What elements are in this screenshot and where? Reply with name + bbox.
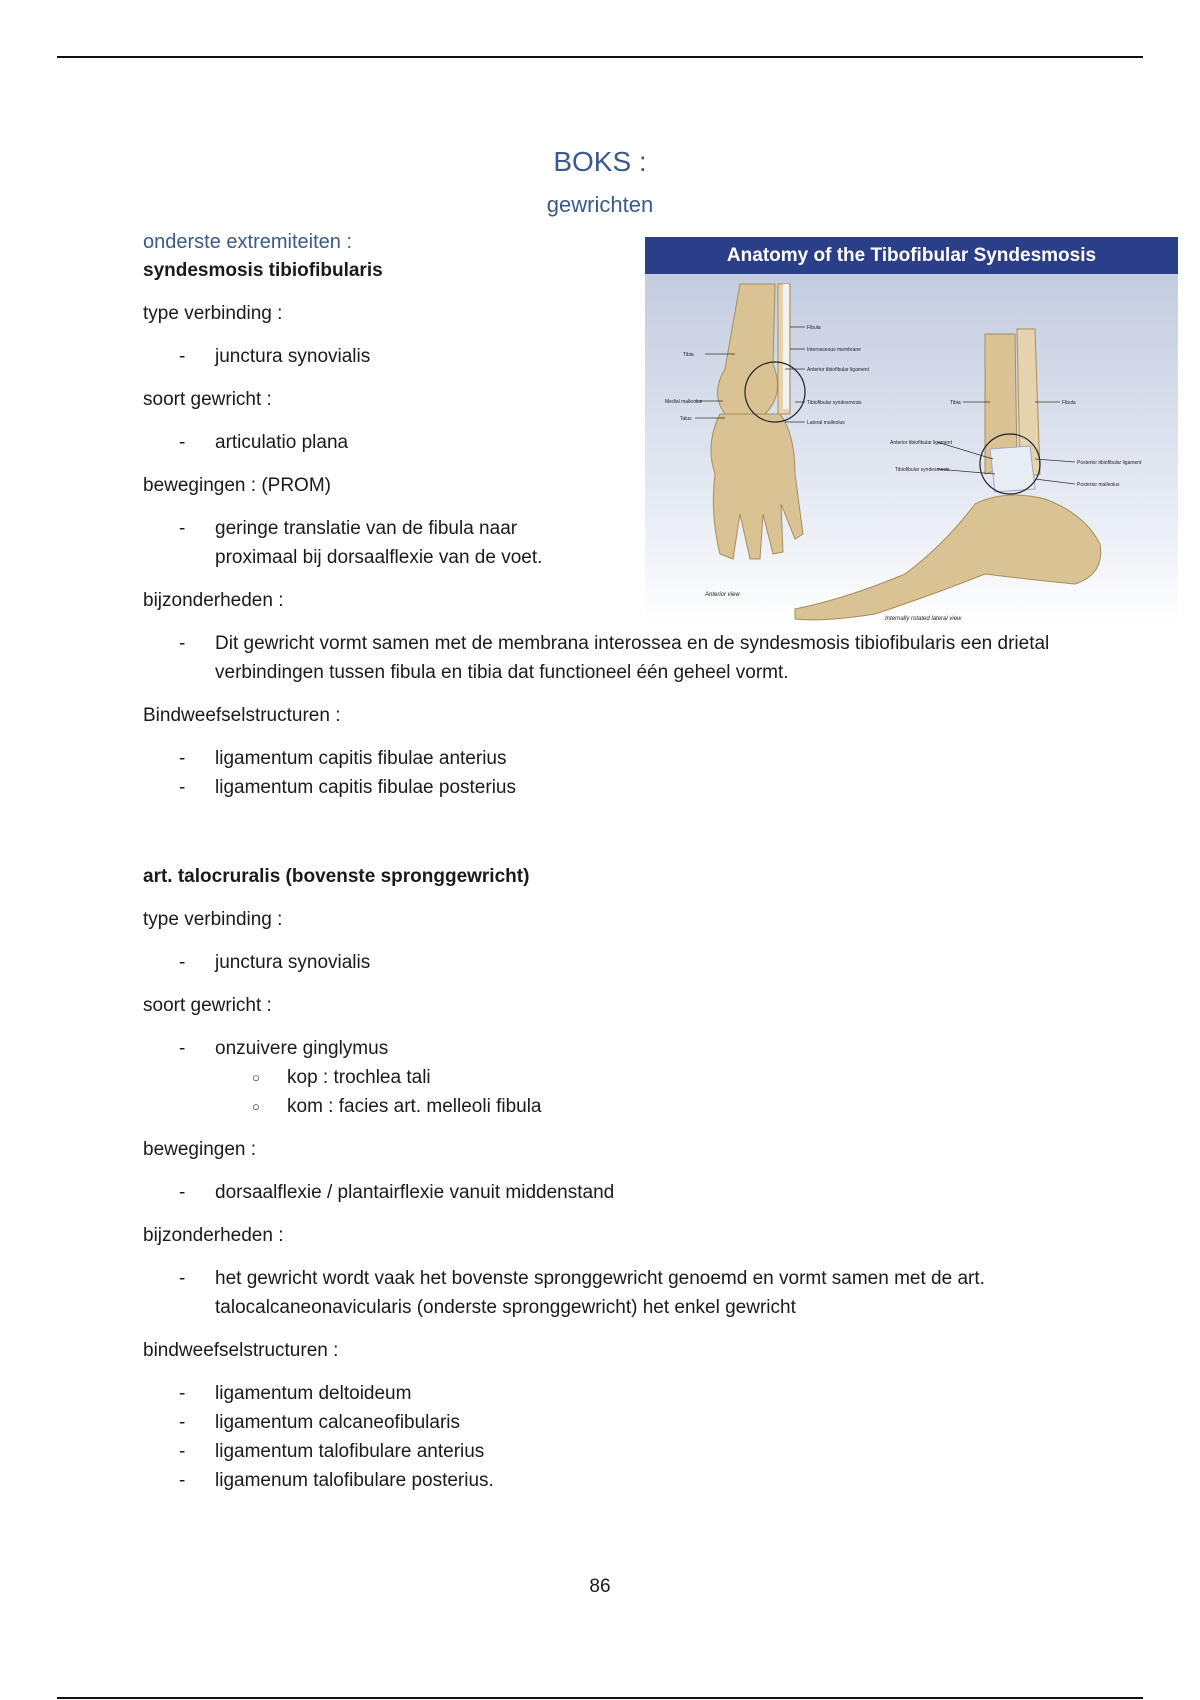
list-item: - articulatio plana bbox=[143, 428, 1123, 457]
type-label: type verbinding : bbox=[143, 303, 283, 324]
list-item bbox=[143, 1034, 1123, 1121]
label-syndesmosis-lateral: Tibiofibular syndesmosis bbox=[895, 467, 950, 473]
bindweefsel-label: bindweefselstructuren : bbox=[143, 1340, 339, 1361]
label-anterior-ligament: Anterior tibiofibular ligament bbox=[807, 367, 869, 373]
list-item: - ligamentum capitis fibulae anterius bbox=[143, 744, 1123, 773]
sub-list-item: ○ kom : facies art. melleoli fibula bbox=[215, 1092, 1123, 1121]
label-fibula: Fibula bbox=[807, 325, 821, 331]
bijzonderheden-list bbox=[143, 629, 1123, 687]
bewegingen-list bbox=[143, 1178, 1123, 1207]
list-item: - ligamentum calcaneofibularis bbox=[143, 1408, 1123, 1437]
label-posterior-ligament: Posterior tibiofibular ligament bbox=[1077, 460, 1142, 466]
page-title: BOKS : bbox=[553, 146, 647, 177]
list-item: - ligamenum talofibulare posterius. bbox=[143, 1466, 1123, 1495]
sub-list-item: ○ kop : trochlea tali bbox=[215, 1063, 1123, 1092]
label-posterior-malleolus: Posterior malleolus bbox=[1077, 482, 1120, 488]
type-label: type verbinding : bbox=[143, 909, 283, 930]
type-list bbox=[143, 342, 1123, 371]
label-tibia-lateral: Tibia bbox=[950, 400, 961, 406]
figure-title: Anatomy of the Tibofibular Syndesmosis bbox=[726, 245, 1097, 266]
section-title-talocruralis: art. talocruralis (bovenste spronggewricht) bbox=[143, 866, 530, 887]
label-interosseous: Interosseous membrane bbox=[807, 347, 861, 353]
list-item: - dorsaalflexie / plantairflexie vanuit middenstand bbox=[143, 1178, 1123, 1207]
soort-list bbox=[143, 1034, 1123, 1121]
page-number: 86 bbox=[589, 1576, 611, 1597]
bijzonderheden-list bbox=[143, 1264, 1123, 1322]
list-item: - geringe translatie van de fibula naar proximaal bij dorsaalflexie van de voet. bbox=[143, 514, 585, 572]
bijzonderheden-label: bijzonderheden : bbox=[143, 590, 284, 611]
bindweefsel-label: Bindweefselstructuren : bbox=[143, 705, 341, 726]
label-tibia: Tibia bbox=[683, 352, 694, 358]
bewegingen-list bbox=[143, 514, 1123, 572]
soort-label: soort gewricht : bbox=[143, 389, 272, 410]
page-subtitle: gewrichten bbox=[546, 192, 654, 217]
bewegingen-label: bewegingen : bbox=[143, 1139, 257, 1160]
bindweefsel-list bbox=[143, 1379, 1123, 1495]
sub-list bbox=[215, 1063, 1123, 1121]
section-title-syndesmosis: syndesmosis tibiofibularis bbox=[143, 260, 383, 281]
bewegingen-label: bewegingen : (PROM) bbox=[143, 475, 331, 496]
region-label: onderste extremiteiten : bbox=[143, 231, 352, 253]
bottom-rule bbox=[57, 1697, 1143, 1699]
list-item: - Dit gewricht vormt samen met de membrana interossea en de syndesmosis tibiofibularis een drietal verbindingen tussen fibula en tibia dat functioneel één geheel vormt. bbox=[143, 629, 1123, 687]
label-anterior-ligament-lateral: Anterior tibiofibular ligament bbox=[890, 440, 952, 446]
label-talus: Talus bbox=[680, 416, 692, 422]
type-list bbox=[143, 948, 1123, 977]
soort-list bbox=[143, 428, 1123, 457]
list-item-text: onzuivere ginglymus bbox=[215, 1038, 389, 1059]
list-item: - ligamentum capitis fibulae posterius bbox=[143, 773, 1123, 802]
top-rule bbox=[57, 56, 1143, 58]
list-item: - ligamentum deltoideum bbox=[143, 1379, 1123, 1408]
list-item: - junctura synovialis bbox=[143, 342, 1123, 371]
list-item: - het gewricht wordt vaak het bovenste spronggewricht genoemd en vormt samen met de art. talocalcaneonavicularis (onderste spronggewricht) het enkel gewricht bbox=[143, 1264, 1123, 1322]
label-lateral-malleolus: Lateral malleolus bbox=[807, 420, 845, 426]
label-medial-malleolus: Medial malleolus bbox=[665, 399, 703, 405]
section-gap bbox=[143, 802, 1123, 862]
label-syndesmosis: Tibiofibular syndesmosis bbox=[807, 400, 862, 406]
list-item: - ligamentum talofibulare anterius bbox=[143, 1437, 1123, 1466]
bindweefsel-list bbox=[143, 744, 1123, 802]
label-fibula-lateral: Fibula bbox=[1062, 400, 1076, 406]
page-content bbox=[143, 228, 1123, 1495]
caption-anterior-view: Anterior view bbox=[705, 592, 740, 598]
soort-label: soort gewricht : bbox=[143, 995, 272, 1016]
caption-lateral-view: Internally rotated lateral view bbox=[885, 616, 962, 622]
list-item: - junctura synovialis bbox=[143, 948, 1123, 977]
bijzonderheden-label: bijzonderheden : bbox=[143, 1225, 284, 1246]
